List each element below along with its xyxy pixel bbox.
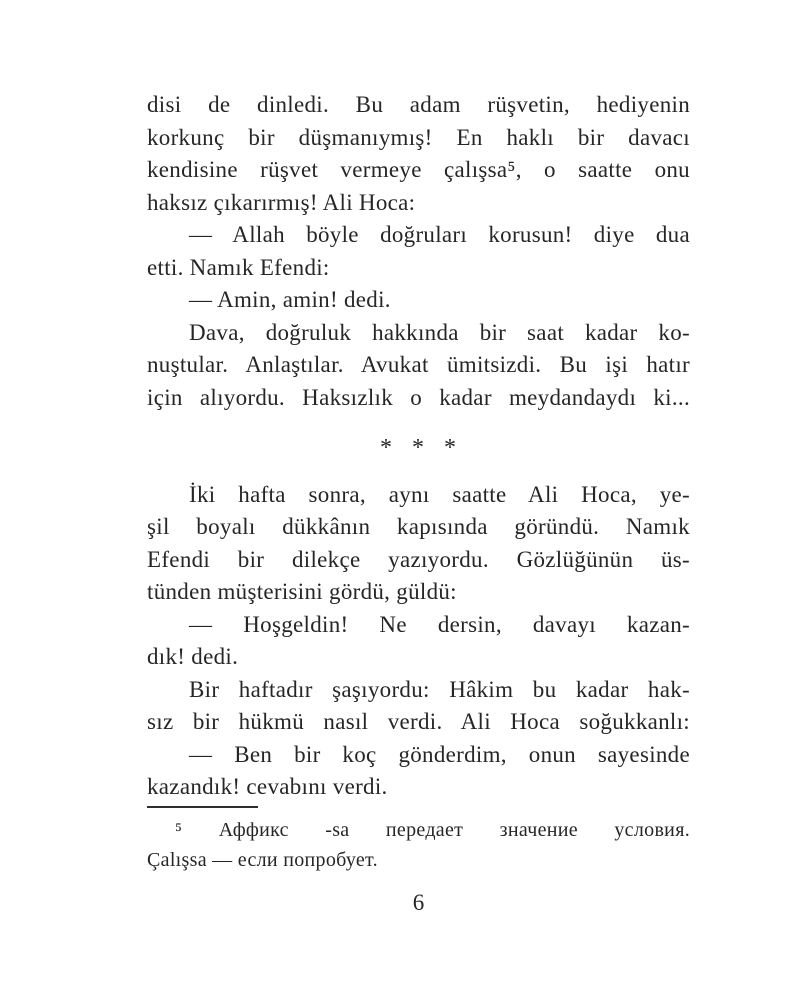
section-separator: * * * <box>380 435 457 461</box>
text-line: sız bir hükmü nasıl verdi. Ali Hoca soğukkanlı: <box>147 709 690 734</box>
page-number: 6 <box>412 890 425 915</box>
text-line: disi de dinledi. Bu adam rüşvetin, hediyenin <box>147 92 690 117</box>
text-line: tünden müşterisini gördü, güldü: <box>147 579 457 604</box>
text-line: dık! dedi. <box>147 644 239 669</box>
text-line: — Hoşgeldin! Ne dersin, davayı kazan- <box>189 611 690 637</box>
text-line: Dava, doğruluk hakkında bir saat kadar ko- <box>189 319 690 345</box>
text-line: haksız çıkarırmış! Ali Hoca: <box>147 189 416 215</box>
footnote-line: ⁵ Аффикс -sa передает значение условия. <box>175 819 690 841</box>
footnote-lines <box>147 815 690 875</box>
text-line: Bir haftadır şaşıyordu: Hâkim bu kadar hak- <box>189 676 690 702</box>
text-line: — Allah böyle doğruları korusun! diye dua <box>189 222 690 247</box>
text-line: için alıyordu. Haksızlık o kadar meydandaydı ki... <box>147 384 690 410</box>
text-line: kendisine rüşvet vermeye çalışsa⁵, o saatte onu <box>147 157 690 182</box>
body-text <box>147 89 690 804</box>
text-line: Efendi bir dilekçe yazıyordu. Gözlüğünün üs- <box>147 546 690 572</box>
footnote-line: Çalışsa — если попробует. <box>147 849 378 871</box>
text-line: — Ben bir koç gönderdim, onun sayesinde <box>189 741 690 767</box>
footnote-rule <box>147 806 258 808</box>
text-line: nuştular. Anlaştılar. Avukat ümitsizdi. Bu işi hatır <box>147 352 690 377</box>
text-line: korkunç bir düşmanıymış! En haklı bir davacı <box>147 124 690 150</box>
text-line: etti. Namık Efendi: <box>147 254 330 280</box>
text-line: İki hafta sonra, aynı saatte Ali Hoca, ye- <box>189 481 690 507</box>
text-line: kazandık! cevabını verdi. <box>147 774 388 799</box>
text-line: — Amin, amin! dedi. <box>189 287 391 312</box>
text-line: şil boyalı dükkânın kapısında göründü. Namık <box>147 514 690 539</box>
footnote <box>147 806 690 875</box>
